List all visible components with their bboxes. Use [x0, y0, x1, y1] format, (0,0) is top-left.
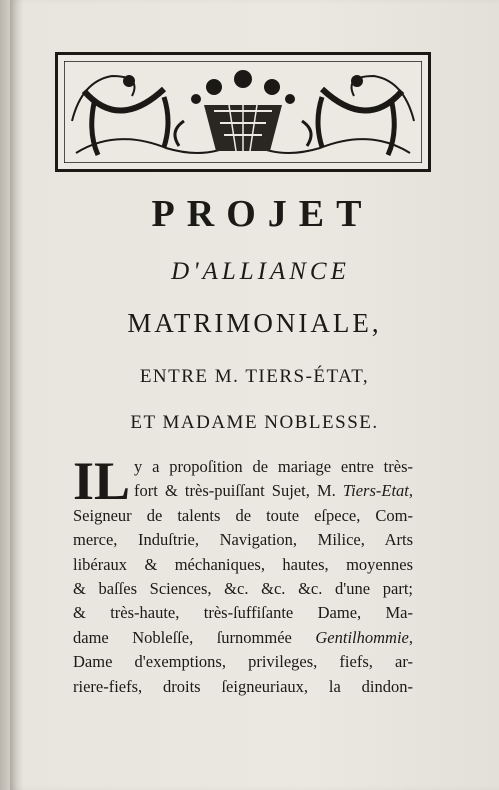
text-line: dame Nobleſſe, ſurnommée Gentilhommie, [73, 627, 413, 647]
heading-line-1: PROJET [151, 193, 374, 235]
text-line: riere-fiefs, droits ſeigneuriaux, la dindon- [73, 676, 413, 696]
body-text [73, 451, 413, 699]
text-line: libéraux & méchaniques, hautes, moyennes [73, 554, 413, 574]
heading-line-5: ET MADAME NOBLESSE. [130, 412, 379, 433]
book-page [10, 0, 499, 790]
italic-word: Tiers-Etat [342, 481, 409, 501]
heading-line-4: ENTRE M. TIERS-ÉTAT, [139, 366, 370, 387]
text-line: & très-haute, très-ſuffiſante Dame, Ma- [73, 603, 413, 623]
floral-headpiece-icon [55, 52, 431, 172]
text-line: Dame d'exemptions, privileges, fiefs, ar- [73, 652, 413, 672]
heading-line-3: MATRIMONIALE, [127, 308, 382, 338]
italic-word: Gentilhommie [315, 627, 409, 647]
text-line: y a propoſition de mariage entre très- [134, 457, 413, 476]
drop-cap: IL [73, 451, 131, 511]
text-line: merce, Induſtrie, Navigation, Milice, Arts [73, 530, 413, 550]
heading-line-2: D'ALLIANCE [171, 258, 350, 285]
text-line: fort & très-puiſſant Sujet, M. Tiers-Etat, [134, 481, 413, 501]
text-line: & baſſes Sciences, &c. &c. &c. d'une part; [73, 579, 413, 599]
text-line: Seigneur de talents de toute eſpece, Com- [73, 505, 413, 525]
